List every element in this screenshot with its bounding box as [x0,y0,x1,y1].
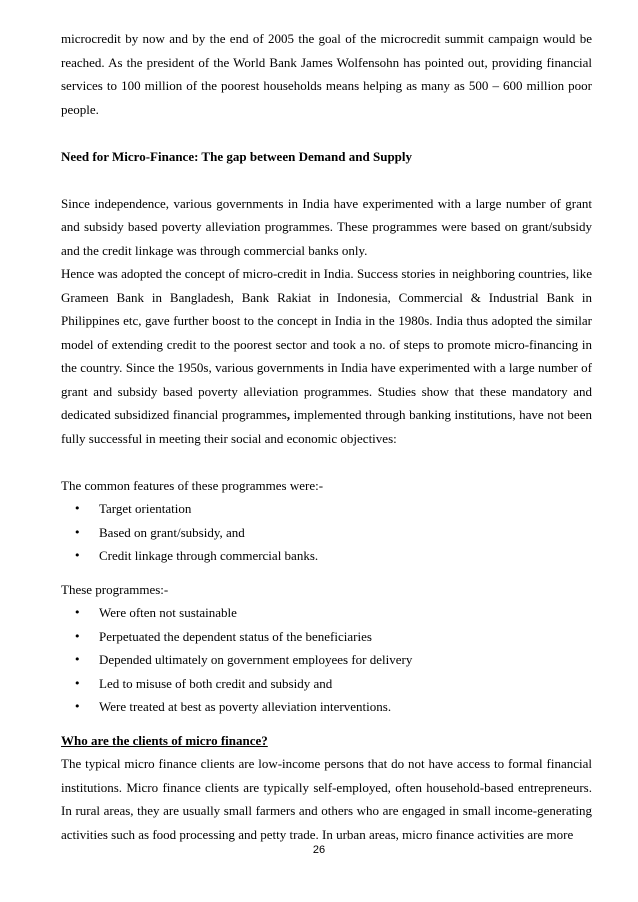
list-item: • Were treated at best as poverty alleviation interventions. [61,695,592,719]
bullet-icon: • [74,502,81,515]
spacer [61,121,592,145]
list-item: • Led to misuse of both credit and subsidy and [61,672,592,696]
section-heading-need: Need for Micro-Finance: The gap between Demand and Supply [61,148,413,164]
list-item: • Based on grant/subsidy, and [61,521,592,545]
features-list [61,497,592,568]
bullet-icon: • [74,525,81,539]
paragraph-intro: microcredit by now and by the end of 2005 the goal of the microcredit summit campaign would be reached. As the president of the World Bank James Wolfensohn has pointed out, providing financial services to 100 million of the poorest households means helping as many as 500 – 600 million poor people. [61,31,592,117]
bullet-icon: • [74,700,81,713]
paragraph-independence: Since independence, various governments in India have experimented with a large number of grant and subsidy based poverty alleviation programmes. These programmes were based on grant/subsidy and the credit linkage was through commercial banks only. [61,195,592,258]
spacer [61,568,592,578]
bullet-icon: • [74,676,81,690]
spacer [61,719,592,729]
paragraph-text: implemented through banking institutions, have not been fully successful in meeting their social and economic objectives: [61,407,592,446]
spacer [61,168,592,192]
list-item: • Perpetuated the dependent status of the beneficiaries [61,625,592,649]
document-page [61,27,592,846]
list-item: • Were often not sustainable [61,601,592,625]
bullet-icon: • [74,653,81,666]
bullet-icon: • [74,606,81,619]
list-item: • Credit linkage through commercial banks. [61,544,592,568]
bullet-icon: • [74,629,81,643]
bullet-icon: • [74,549,81,562]
list-intro-programmes: These programmes:- [61,581,169,597]
bold-comma: , [286,407,291,422]
spacer [61,450,592,474]
list-item: • Depended ultimately on government employees for delivery [61,648,592,672]
section-heading-clients: Who are the clients of micro finance? [61,732,268,748]
page-number: 26 [312,844,326,856]
list-item: • Target orientation [61,497,592,521]
programmes-list [61,601,592,719]
paragraph-microcredit-adoption [61,262,592,450]
paragraph-clients: The typical micro finance clients are low-income persons that do not have access to formal financial institutions. Micro finance clients are typically self-employed, often household-based entrepreneurs. In rural areas, they are usually small farmers and others who are engaged in small income-generating activities such as food processing and petty trade. In urban areas, micro finance activities are more [61,756,592,842]
paragraph-text: Hence was adopted the concept of micro-credit in India. Success stories in neighboring countries, like Grameen Bank in Bangladesh, Bank Rakiat in Indonesia, Commercial & Industrial Bank in Philippines etc, gave further boost to the concept in India in the 1980s. India thus adopted the similar model of extending credit to the poorest sector and took a no. of steps to promote micro-financing in the country. Since the 1950s, various governments in India have experimented with a large number of grant and subsidy based poverty alleviation programmes. Studies show that these mandatory and dedicated subsidized financial programmes [61,266,592,422]
list-intro-features: The common features of these programmes were:- [61,477,324,493]
